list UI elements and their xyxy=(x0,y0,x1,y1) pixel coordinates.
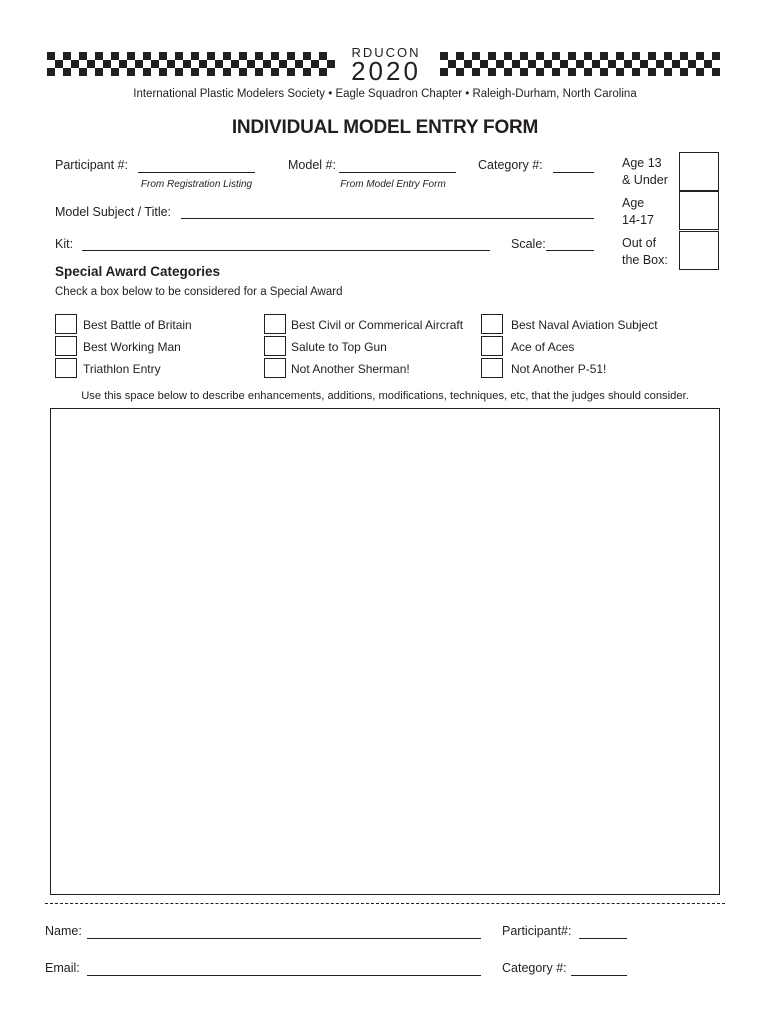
description-textarea[interactable] xyxy=(50,408,720,895)
footer-category-field[interactable] xyxy=(571,975,627,976)
subject-field[interactable] xyxy=(181,218,594,219)
award-label: Best Working Man xyxy=(83,340,181,354)
award-label: Not Another P-51! xyxy=(511,362,607,376)
brand-name: RDUCON xyxy=(351,45,421,60)
special-awards-heading: Special Award Categories xyxy=(55,264,221,279)
footer-name-field[interactable] xyxy=(87,938,481,939)
footer-participant-field[interactable] xyxy=(579,938,627,939)
description-instruction: Use this space below to describe enhancements, additions, modifications, techniques, etc, that the judges should consider. xyxy=(81,390,689,402)
award-checkbox-battle-of-britain[interactable] xyxy=(55,314,77,334)
checkered-band-left xyxy=(47,52,335,76)
footer-email-field[interactable] xyxy=(87,975,481,976)
award-label: Salute to Top Gun xyxy=(291,340,387,354)
special-awards-instruction: Check a box below to be considered for a Special Award xyxy=(55,286,343,298)
organization-line: International Plastic Modelers Society • Eagle Squadron Chapter • Raleigh-Durham, North Carolina xyxy=(133,88,637,100)
award-label: Best Civil or Commerical Aircraft xyxy=(291,318,464,332)
award-checkbox-triathlon[interactable] xyxy=(55,358,77,378)
age-14-17-checkbox[interactable] xyxy=(679,191,719,230)
participant-label: Participant #: xyxy=(55,158,128,172)
kit-field[interactable] xyxy=(82,250,490,251)
out-of-box-checkbox[interactable] xyxy=(679,231,719,270)
age-13-under-label: Age 13 & Under xyxy=(622,156,668,187)
category-label: Category #: xyxy=(478,158,543,172)
award-checkbox-ace-of-aces[interactable] xyxy=(481,336,503,356)
brand-year: 2020 xyxy=(351,56,421,86)
award-checkbox-p51[interactable] xyxy=(481,358,503,378)
scale-field[interactable] xyxy=(546,250,594,251)
scale-label: Scale: xyxy=(511,237,546,251)
footer-participant-label: Participant#: xyxy=(502,924,572,938)
participant-hint: From Registration Listing xyxy=(140,179,253,190)
model-field[interactable] xyxy=(339,172,456,173)
model-label: Model #: xyxy=(288,158,336,172)
form-title: INDIVIDUAL MODEL ENTRY FORM xyxy=(231,117,539,138)
award-checkbox-naval-aviation[interactable] xyxy=(481,314,503,334)
participant-field[interactable] xyxy=(138,172,255,173)
award-label: Not Another Sherman! xyxy=(291,362,410,376)
award-label: Best Naval Aviation Subject xyxy=(511,318,658,332)
footer-email-label: Email: xyxy=(45,961,80,975)
kit-label: Kit: xyxy=(55,237,74,251)
award-label: Ace of Aces xyxy=(511,340,575,354)
out-of-box-label: Out of the Box: xyxy=(622,236,668,267)
award-checkbox-working-man[interactable] xyxy=(55,336,77,356)
footer-category-label: Category #: xyxy=(502,961,567,975)
award-label: Best Battle of Britain xyxy=(83,318,192,332)
award-label: Triathlon Entry xyxy=(83,362,161,376)
footer-name-label: Name: xyxy=(45,924,82,938)
age-14-17-label: Age 14-17 xyxy=(622,196,654,227)
cut-line xyxy=(45,903,725,904)
award-checkbox-sherman[interactable] xyxy=(264,358,286,378)
award-checkbox-top-gun[interactable] xyxy=(264,336,286,356)
award-checkbox-civil-aircraft[interactable] xyxy=(264,314,286,334)
age-13-under-checkbox[interactable] xyxy=(679,152,719,191)
model-hint: From Model Entry Form xyxy=(340,179,446,190)
checkered-band-right xyxy=(440,52,725,76)
category-field[interactable] xyxy=(553,172,594,173)
subject-label: Model Subject / Title: xyxy=(55,205,172,219)
